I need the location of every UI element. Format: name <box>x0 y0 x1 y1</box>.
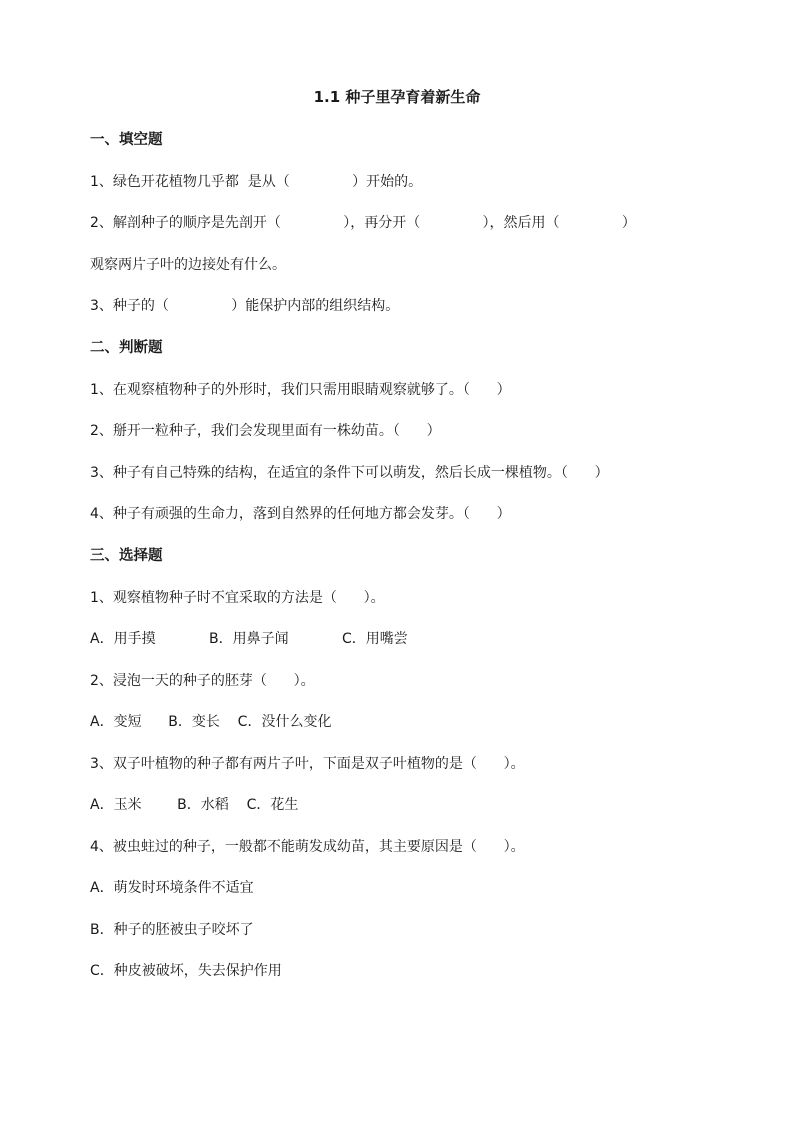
question-text: 观察两片子叶的边接处有什么。 <box>90 257 286 273</box>
answer-options: A．变短 B．变长 C．没什么变化 <box>90 714 332 730</box>
question-text: 3、种子有自己特殊的结构，在适宜的条件下可以萌发，然后长成一棵植物。（ ） <box>90 465 609 481</box>
page-title: 1.1 种子里孕育着新生命 <box>313 88 481 106</box>
answer-options: A．玉米 B．水稻 C．花生 <box>90 797 299 813</box>
question-text: 3、种子的（ ）能保护内部的组织结构。 <box>90 298 400 314</box>
answer-option: B．种子的胚被虫子咬坏了 <box>90 922 254 938</box>
section-heading-fill-blank: 一、填空题 <box>90 132 163 148</box>
question-text: 2、掰开一粒种子，我们会发现里面有一株幼苗。（ ） <box>90 423 441 439</box>
question-text: 3、双子叶植物的种子都有两片子叶，下面是双子叶植物的是（ ）。 <box>90 756 525 772</box>
question-text: 4、被虫蛀过的种子，一般都不能萌发成幼苗，其主要原因是（ ）。 <box>90 839 525 855</box>
question-text: 1、在观察植物种子的外形时，我们只需用眼睛观察就够了。（ ） <box>90 382 511 398</box>
question-text: 1、观察植物种子时不宜采取的方法是（ ）。 <box>90 590 385 606</box>
answer-option: C．种皮被破坏，失去保护作用 <box>90 963 282 979</box>
answer-option: A．萌发时环境条件不适宜 <box>90 880 254 896</box>
question-text: 2、浸泡一天的种子的胚芽（ ）。 <box>90 673 315 689</box>
section-heading-multiple-choice: 三、选择题 <box>90 548 163 564</box>
section-heading-true-false: 二、判断题 <box>90 340 163 356</box>
answer-options: A．用手摸 B．用鼻子闻 C．用嘴尝 <box>90 631 408 647</box>
question-text: 2、解剖种子的顺序是先剖开（ ），再分开（ ），然后用（ ） <box>90 215 636 231</box>
question-text: 4、种子有顽强的生命力，落到自然界的任何地方都会发芽。（ ） <box>90 506 511 522</box>
question-text: 1、绿色开花植物几乎都 是从（ ）开始的。 <box>90 174 423 190</box>
